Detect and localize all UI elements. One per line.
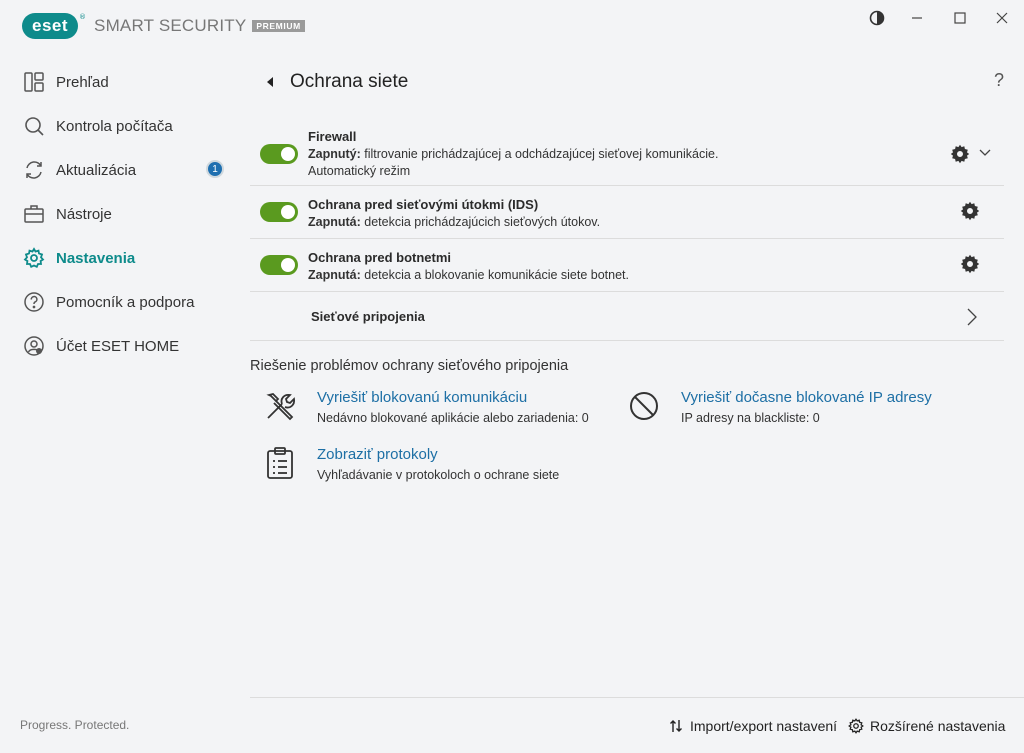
clipboard-icon [262, 445, 298, 481]
update-count-badge: 1 [206, 160, 224, 178]
chevron-down-icon[interactable] [978, 148, 992, 158]
sidebar-item-update[interactable] [0, 148, 240, 192]
sidebar-item-label: Nastavenia [56, 249, 136, 267]
firewall-settings-gear-icon[interactable] [950, 144, 970, 164]
back-arrow-icon [265, 76, 275, 88]
ids-desc-text: detekcia prichádzajúcich sieťových útokov. [360, 215, 601, 229]
sidebar-item-computer-scan[interactable] [0, 104, 240, 148]
troubleshooting-title: Riešenie problémov ochrany sieťového pripojenia [250, 358, 569, 374]
resolve-blocked-ip-tile [626, 388, 932, 427]
tile-subtitle: IP adresy na blackliste: 0 [681, 411, 820, 425]
sidebar-item-help[interactable] [0, 280, 240, 324]
botnet-toggle[interactable] [260, 255, 298, 275]
minimize-icon [910, 11, 924, 25]
ids-settings-gear-icon[interactable] [960, 201, 980, 221]
tagline: Progress. Protected. [20, 718, 130, 732]
back-button[interactable] [260, 72, 280, 92]
troubleshooting-tiles [250, 388, 1004, 528]
botnet-desc-text: detekcia a blokovanie komunikácie siete botnet. [360, 268, 630, 282]
theme-toggle-button[interactable] [862, 6, 892, 30]
ids-desc [308, 214, 1004, 231]
ids-status: Zapnutá: [308, 215, 361, 229]
product-name: SMART SECURITY [94, 16, 247, 35]
ids-row [250, 186, 1004, 239]
ids-toggle[interactable] [260, 202, 298, 222]
title-bar [0, 0, 1024, 50]
sidebar-item-label: Nástroje [56, 205, 112, 223]
tools-icon [262, 388, 298, 424]
bottom-bar [250, 697, 1024, 753]
advanced-settings-button[interactable] [848, 718, 1005, 734]
import-export-icon [668, 718, 684, 734]
main-panel [250, 60, 1004, 528]
firewall-mode: Automatický režim [308, 164, 411, 178]
advanced-settings-label: Rozšírené nastavenia [870, 718, 1006, 734]
firewall-toggle[interactable] [260, 144, 298, 164]
import-export-label: Import/export nastavení [690, 718, 838, 734]
sidebar-item-label: Pomocník a podpora [56, 293, 195, 311]
gear-icon [848, 718, 864, 734]
sidebar-item-tools[interactable] [0, 192, 240, 236]
firewall-desc-text: filtrovanie prichádzajúcej a odchádzajúcej sieťovej komunikácie. [360, 147, 719, 161]
sidebar-item-label: Prehľad [56, 73, 109, 91]
logo-badge: eset [22, 13, 78, 39]
network-connections-title: Sieťové pripojenia [311, 308, 425, 324]
resolve-blocked-communication-tile [262, 388, 589, 427]
gear-icon [22, 246, 46, 270]
firewall-status: Zapnutý: [308, 147, 361, 161]
help-icon [22, 290, 46, 314]
sidebar-item-label: Kontrola počítača [56, 117, 173, 135]
minimize-button[interactable] [902, 6, 932, 30]
page-header [250, 60, 1004, 104]
product-tier: PREMIUM [252, 20, 304, 32]
view-logs-link[interactable]: Zobraziť protokoly [317, 446, 438, 463]
block-icon [626, 388, 662, 424]
resolve-blocked-ip-link[interactable]: Vyriešiť dočasne blokované IP adresy [681, 389, 932, 406]
botnet-settings-gear-icon[interactable] [960, 254, 980, 274]
page-title: Ochrana siete [290, 71, 409, 92]
close-button[interactable] [987, 6, 1017, 30]
firewall-desc [308, 146, 1004, 163]
resolve-blocked-communication-link[interactable]: Vyriešiť blokovanú komunikáciu [317, 389, 528, 406]
sidebar [0, 60, 240, 368]
tile-subtitle: Vyhľadávanie v protokoloch o ochrane siete [317, 468, 560, 482]
firewall-row [250, 124, 1004, 186]
search-icon [22, 114, 46, 138]
sidebar-item-settings[interactable] [0, 236, 240, 280]
eset-logo [22, 13, 305, 39]
sidebar-item-overview[interactable] [0, 60, 240, 104]
botnet-desc [308, 267, 1004, 284]
import-export-button[interactable] [668, 718, 837, 734]
view-logs-tile [262, 445, 559, 484]
help-button[interactable]: ? [993, 70, 1004, 90]
contrast-icon [869, 10, 885, 26]
dashboard-icon [22, 70, 46, 94]
sidebar-item-label: Účet ESET HOME [56, 337, 180, 355]
logo-registered-mark: ® [79, 13, 87, 21]
briefcase-icon [22, 202, 46, 226]
botnet-status: Zapnutá: [308, 268, 361, 282]
sidebar-item-eset-home[interactable] [0, 324, 240, 368]
user-account-icon [22, 334, 46, 358]
network-connections-row[interactable] [250, 292, 1004, 341]
settings-list [250, 124, 1004, 341]
firewall-title: Firewall [308, 129, 357, 144]
tile-subtitle: Nedávno blokované aplikácie alebo zariadenia: 0 [317, 411, 589, 425]
close-icon [995, 11, 1009, 25]
botnet-title: Ochrana pred botnetmi [308, 250, 452, 265]
botnet-row [250, 239, 1004, 292]
chevron-right-icon [966, 307, 978, 327]
maximize-button[interactable] [945, 6, 975, 30]
sidebar-item-label: Aktualizácia [56, 161, 137, 179]
refresh-icon [22, 158, 46, 182]
ids-title: Ochrana pred sieťovými útokmi (IDS) [308, 197, 539, 212]
maximize-icon [953, 11, 967, 25]
